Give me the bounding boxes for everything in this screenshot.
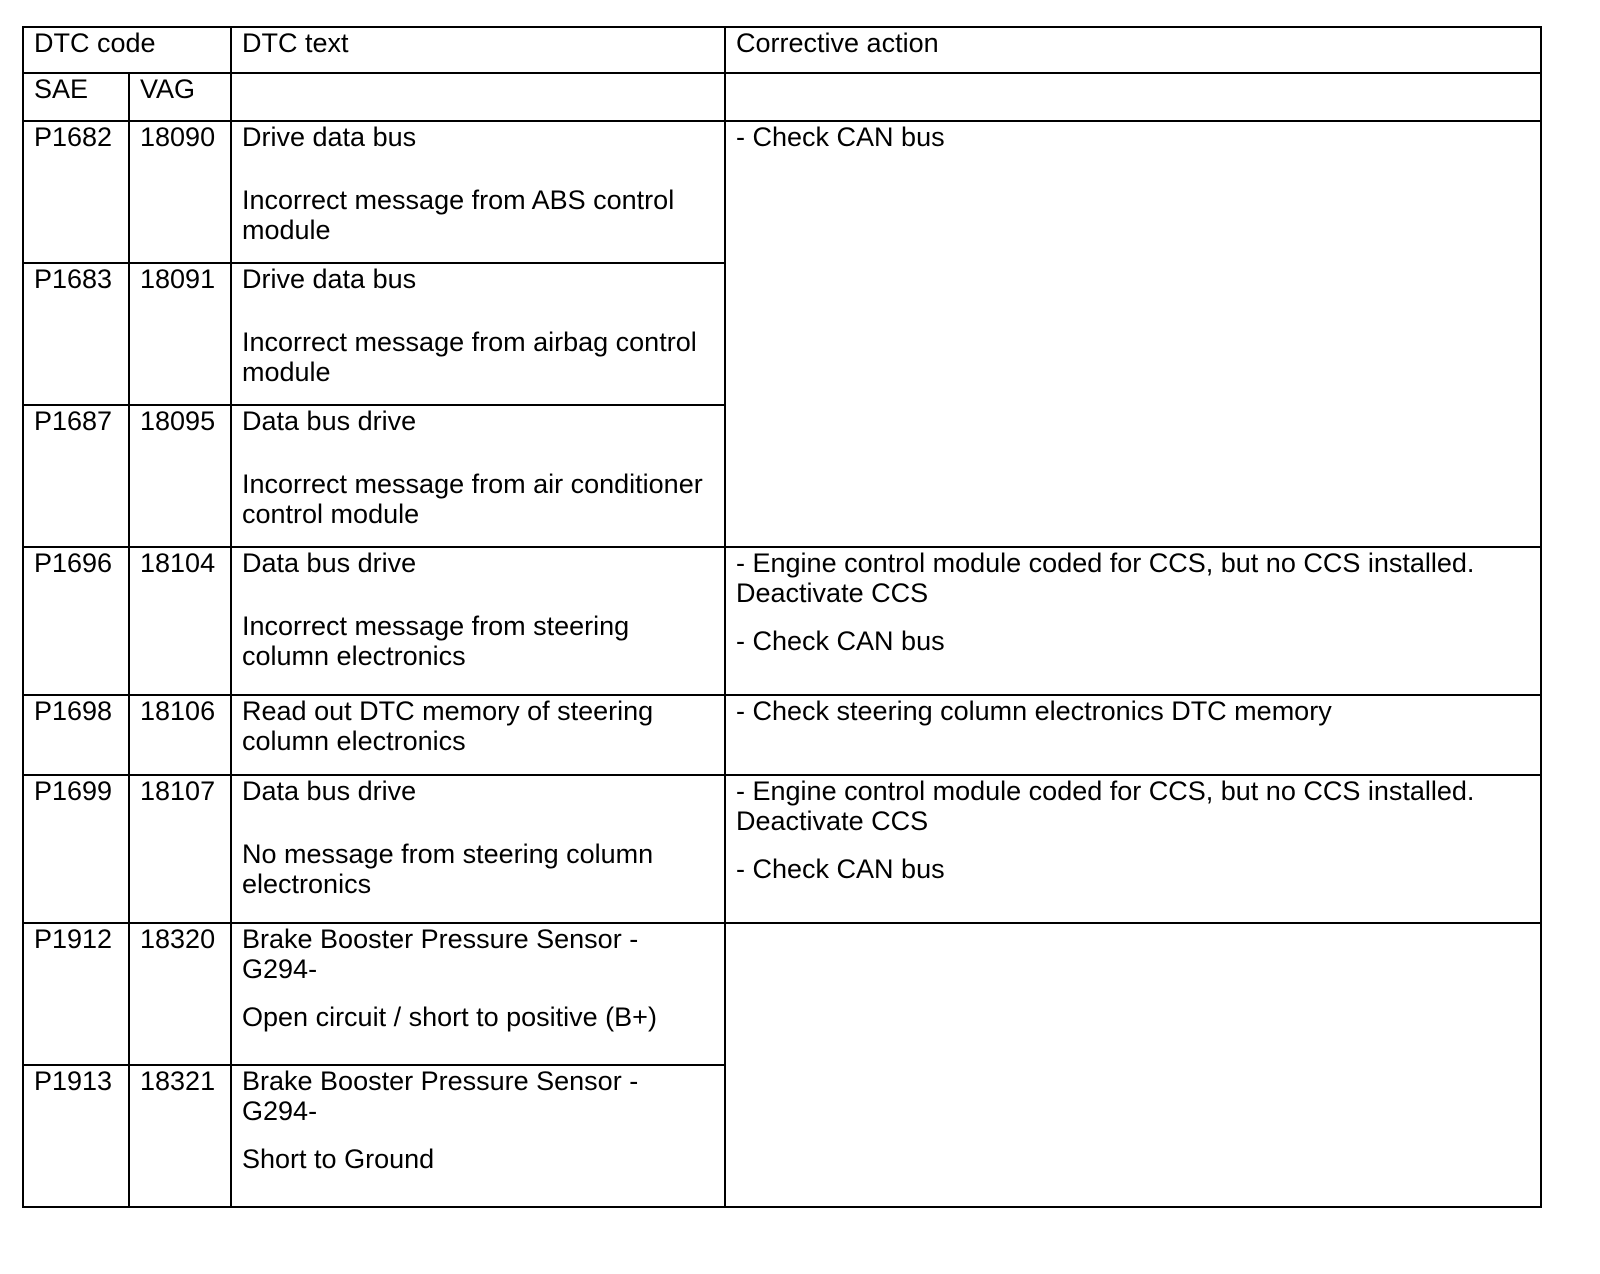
dtc-description: Incorrect message from steering column electronics <box>242 611 630 671</box>
subheader-row <box>23 73 1541 121</box>
corrective-action-cell-empty <box>725 923 1541 1207</box>
dtc-title: Data bus drive <box>242 776 417 806</box>
action-text: - Check CAN bus <box>736 854 945 884</box>
sae-code: P1699 <box>23 775 129 923</box>
dtc-text-cell <box>231 1065 725 1207</box>
action-text: - Check steering column electronics DTC memory <box>736 696 1332 726</box>
corrective-action-cell <box>725 547 1541 695</box>
dtc-title: Brake Booster Pressure Sensor -G294- <box>242 924 639 984</box>
dtc-text-cell <box>231 121 725 263</box>
corrective-action-cell <box>725 121 1541 547</box>
sae-code: P1698 <box>23 695 129 775</box>
dtc-title: Drive data bus <box>242 122 417 152</box>
subheader-empty-action <box>725 73 1541 121</box>
dtc-description: Short to Ground <box>242 1144 435 1174</box>
table-row <box>23 121 1541 263</box>
dtc-description: No message from steering column electronics <box>242 839 654 899</box>
vag-code: 18107 <box>129 775 231 923</box>
action-text: - Engine control module coded for CCS, but no CCS installed. Deactivate CCS <box>736 548 1475 608</box>
vag-code: 18106 <box>129 695 231 775</box>
sae-code: P1682 <box>23 121 129 263</box>
subheader-vag: VAG <box>129 73 231 121</box>
sae-code: P1687 <box>23 405 129 547</box>
header-dtc-code: DTC code <box>23 27 231 73</box>
header-dtc-text: DTC text <box>231 27 725 73</box>
vag-code: 18090 <box>129 121 231 263</box>
subheader-empty-text <box>231 73 725 121</box>
dtc-title: Brake Booster Pressure Sensor -G294- <box>242 1066 639 1126</box>
dtc-description: Incorrect message from ABS control module <box>242 185 675 245</box>
dtc-text-cell <box>231 547 725 695</box>
corrective-action-cell <box>725 775 1541 923</box>
dtc-title: Drive data bus <box>242 264 417 294</box>
action-text: - Engine control module coded for CCS, but no CCS installed. Deactivate CCS <box>736 776 1475 836</box>
dtc-table <box>22 26 1542 1208</box>
dtc-description: Incorrect message from airbag control module <box>242 327 697 387</box>
dtc-text-cell <box>231 405 725 547</box>
dtc-text-cell <box>231 923 725 1065</box>
dtc-description: Open circuit / short to positive (B+) <box>242 1002 657 1032</box>
header-row <box>23 27 1541 73</box>
action-text: - Check CAN bus <box>736 122 945 152</box>
table-row <box>23 547 1541 695</box>
subheader-sae: SAE <box>23 73 129 121</box>
table-row <box>23 695 1541 775</box>
vag-code: 18095 <box>129 405 231 547</box>
sae-code: P1912 <box>23 923 129 1065</box>
table-row <box>23 775 1541 923</box>
sae-code: P1696 <box>23 547 129 695</box>
sae-code: P1913 <box>23 1065 129 1207</box>
vag-code: 18104 <box>129 547 231 695</box>
action-text: - Check CAN bus <box>736 626 945 656</box>
dtc-description: Incorrect message from air conditioner control module <box>242 469 703 529</box>
dtc-title: Data bus drive <box>242 548 417 578</box>
corrective-action-cell <box>725 695 1541 775</box>
vag-code: 18321 <box>129 1065 231 1207</box>
dtc-text-cell <box>231 775 725 923</box>
dtc-title: Read out DTC memory of steering column electronics <box>242 696 654 756</box>
header-corrective-action: Corrective action <box>725 27 1541 73</box>
table-row <box>23 923 1541 1065</box>
vag-code: 18320 <box>129 923 231 1065</box>
vag-code: 18091 <box>129 263 231 405</box>
dtc-text-cell <box>231 695 725 775</box>
dtc-text-cell <box>231 263 725 405</box>
sae-code: P1683 <box>23 263 129 405</box>
dtc-title: Data bus drive <box>242 406 417 436</box>
